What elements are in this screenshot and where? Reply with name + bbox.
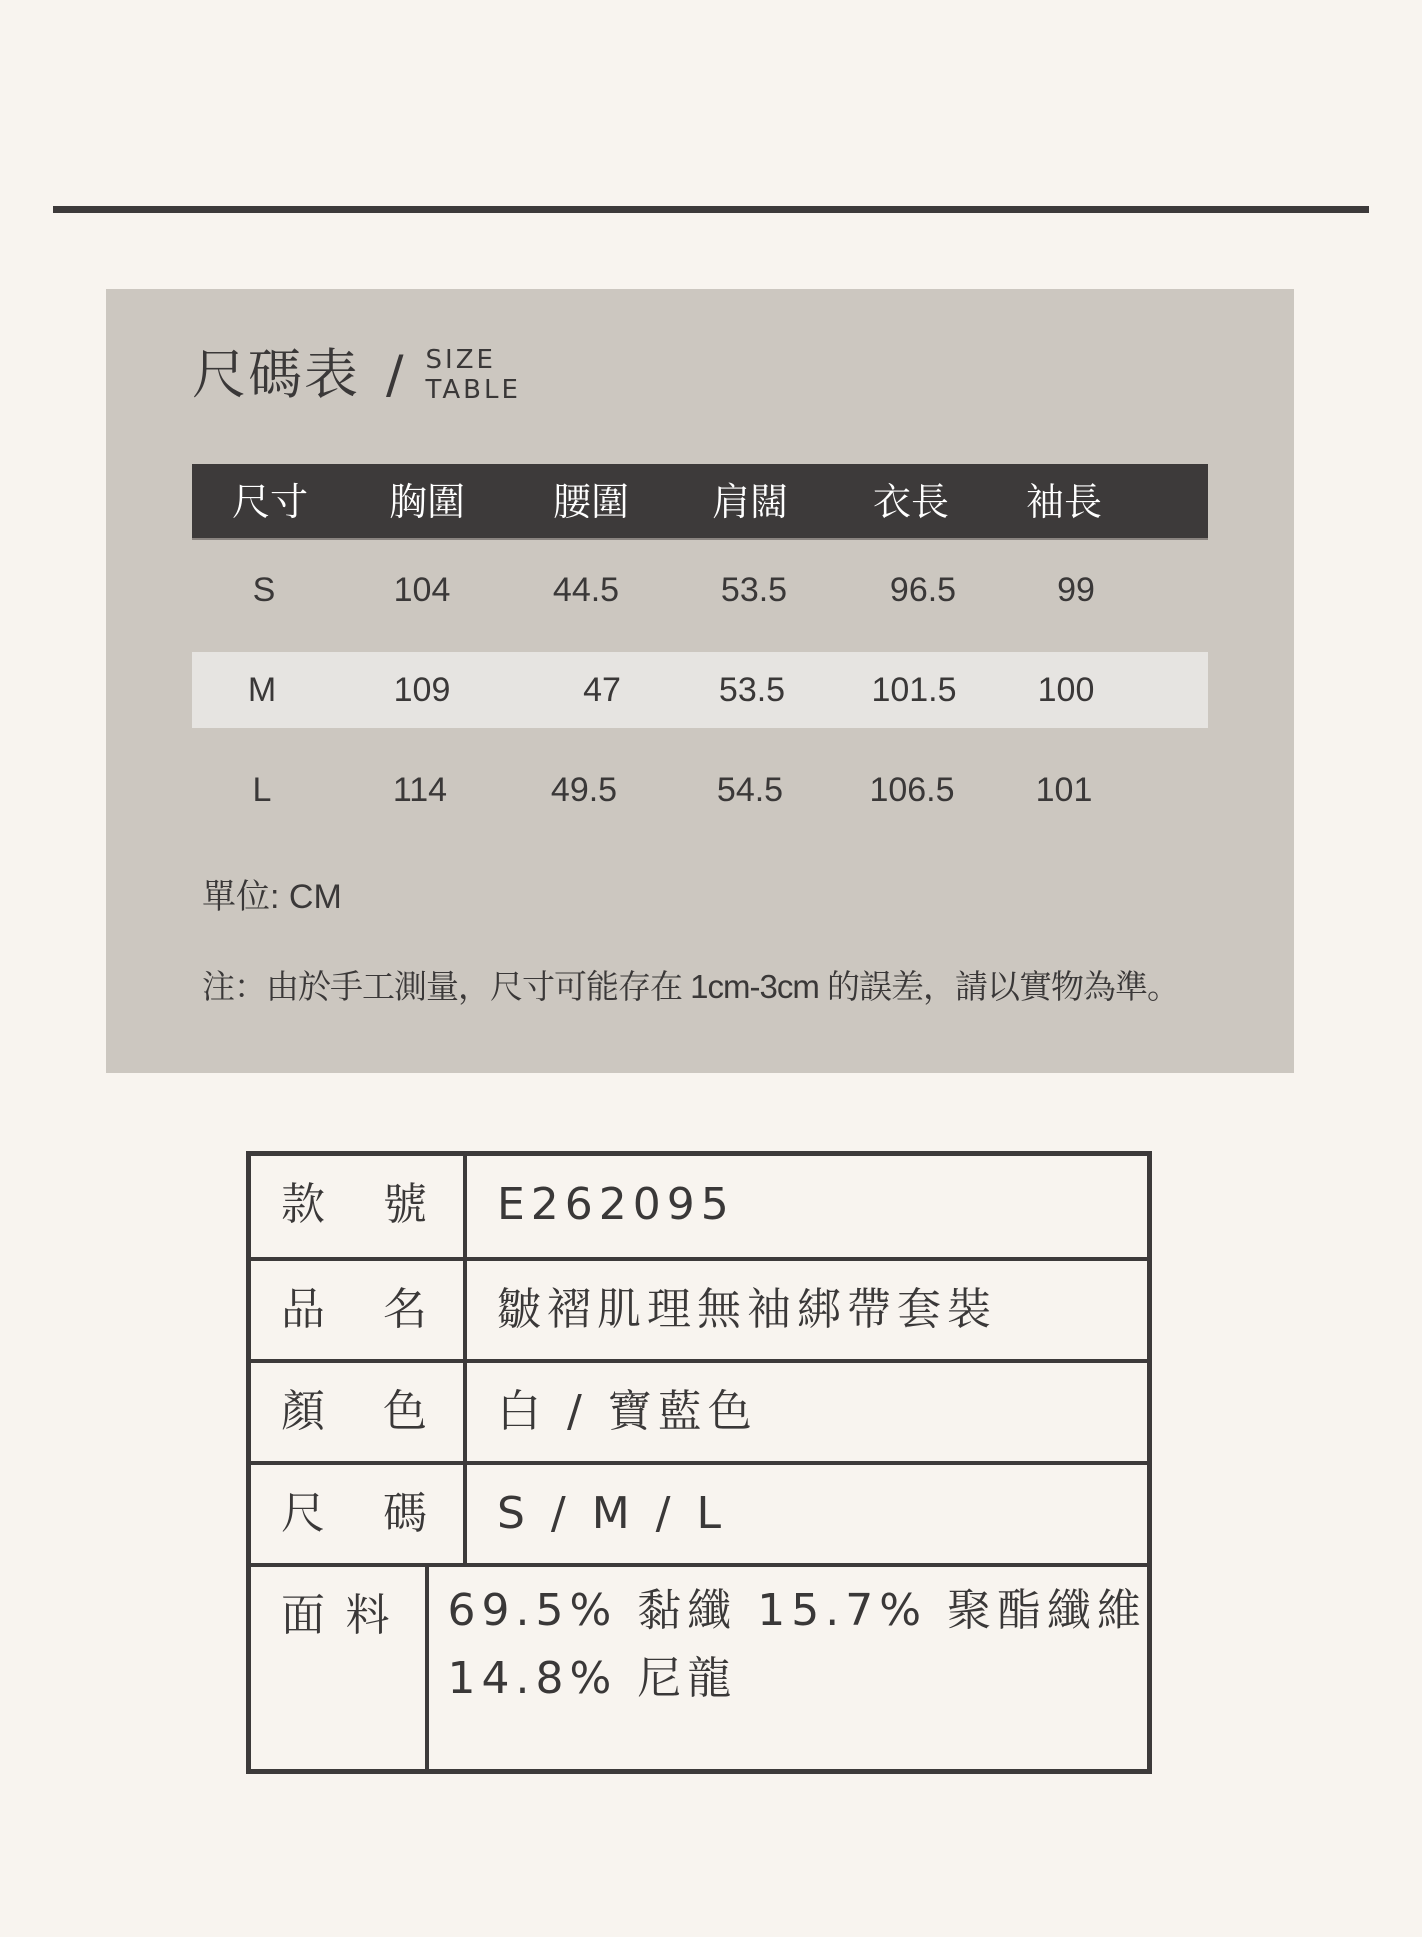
label-char: 料 [345,1590,390,1641]
cell-length: 96.5 [889,571,957,609]
label-char: 尺 [281,1488,325,1539]
cell-waist: 44.5 [552,571,620,609]
cell-sleeve: 101 [1035,771,1093,809]
size-row [251,1461,1147,1563]
size-table-header [192,464,1208,540]
cell-bust: 104 [393,571,451,609]
cell-length: 101.5 [871,671,957,709]
cell-waist: 47 [583,671,621,709]
cell-length: 106.5 [869,771,955,809]
measurement-note: 注：由於手工測量，尺寸可能存在 1cm-3cm 的誤差，請以實物為準。 [202,968,1180,1005]
cell-sleeve: 99 [1057,571,1095,609]
color-label [251,1363,467,1461]
cell-shoulder: 53.5 [718,671,786,709]
title-english-line1: SIZE [425,345,496,375]
size-table-panel [106,289,1294,1073]
cell-shoulder: 54.5 [716,771,784,809]
cell-bust: 114 [392,771,448,809]
title-english-line2: TABLE [425,375,521,405]
header-waist: 腰圍 [552,480,630,524]
color-row [251,1359,1147,1461]
label-char: 品 [281,1284,325,1335]
size-table [192,464,1208,840]
header-length: 衣長 [872,480,950,524]
header-size: 尺寸 [231,480,309,524]
table-row [192,540,1208,640]
title-english [426,345,521,405]
label-char: 色 [383,1386,427,1437]
style-number-value: E262095 [497,1179,735,1230]
cell-waist: 49.5 [550,771,618,809]
title-chinese: 尺碼表 [192,343,360,406]
table-row [192,740,1208,840]
label-char: 號 [383,1179,427,1230]
title-slash: / [386,345,404,405]
fabric-value [429,1567,1147,1769]
product-info-table [246,1151,1152,1774]
fabric-label [251,1567,429,1769]
style-number-label [251,1156,467,1257]
size-label [251,1465,467,1563]
fabric-line-1: 69.5% 黏纖 15.7% 聚酯纖維 [447,1585,1147,1636]
product-name-label [251,1261,467,1359]
label-char: 顏 [281,1386,325,1437]
cell-shoulder: 53.5 [720,571,788,609]
size-table-title [192,345,521,405]
header-sleeve: 袖長 [1025,480,1103,524]
cell-size: L [252,771,272,809]
product-name-value: 皺褶肌理無袖綁帶套裝 [497,1284,997,1335]
color-value: 白 / 寶藍色 [497,1386,758,1437]
cell-size: S [252,571,276,609]
label-char: 面 [281,1590,325,1641]
cell-size: M [247,671,277,709]
table-row [192,652,1208,728]
cell-sleeve: 100 [1037,671,1095,709]
style-number-row [251,1156,1147,1257]
product-name-row [251,1257,1147,1359]
cell-bust: 109 [393,671,451,709]
header-bust: 胸圍 [388,480,466,524]
top-divider [53,206,1369,213]
label-char: 款 [281,1179,325,1230]
size-value: S / M / L [497,1488,727,1539]
label-char: 名 [383,1284,427,1335]
fabric-row [251,1563,1147,1769]
fabric-line-2: 14.8% 尼龍 [447,1653,738,1704]
label-char: 碼 [383,1488,427,1539]
header-shoulder: 肩闊 [711,480,789,524]
unit-note: 單位: CM [202,878,342,916]
